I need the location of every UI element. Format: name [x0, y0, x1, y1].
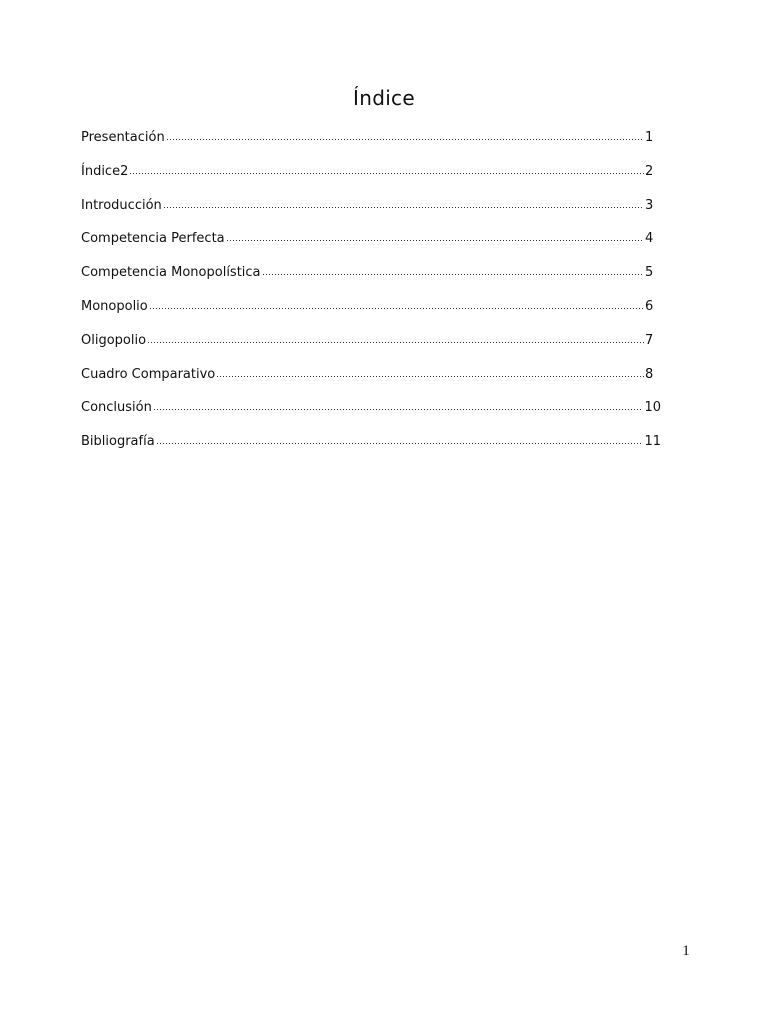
- toc-entry-label: Índice2: [81, 163, 129, 179]
- toc-entry-label: Cuadro Comparativo: [81, 366, 216, 382]
- toc-entry-page: 7: [645, 332, 654, 348]
- page-number: 1: [682, 943, 690, 959]
- toc-entry-page: 1: [645, 130, 654, 145]
- dot-leader: [226, 228, 644, 242]
- toc-entry-label: Oligopolio: [81, 332, 147, 348]
- toc-entry-page: 6: [645, 298, 654, 314]
- toc-entry-competencia-monopolistica: [81, 262, 661, 296]
- toc-entry-label: Introducción: [81, 197, 162, 213]
- toc-entry-label: Competencia Monopolística: [81, 265, 261, 281]
- toc-entry-page: 11: [644, 434, 661, 450]
- dot-leader: [153, 397, 644, 411]
- toc-entry-indice2: [81, 161, 661, 195]
- toc-entry-label: Presentación: [81, 130, 165, 145]
- dot-leader: [163, 195, 644, 209]
- toc-entry-oligopolio: [81, 330, 661, 364]
- toc-entry-competencia-perfecta: [81, 228, 661, 262]
- dot-leader: [147, 330, 644, 344]
- toc-entry-page: 2: [645, 163, 654, 179]
- dot-leader: [149, 296, 644, 310]
- dot-leader: [262, 262, 644, 276]
- toc-entry-page: 4: [645, 231, 654, 247]
- toc-entry-monopolio: [81, 296, 661, 330]
- toc-entry-bibliografia: [81, 431, 661, 465]
- toc-entry-conclusion: [81, 397, 661, 431]
- dot-leader: [166, 127, 644, 141]
- toc-entry-page: 3: [645, 197, 654, 213]
- dot-leader: [156, 431, 644, 445]
- toc-entry-page: 8: [645, 366, 654, 382]
- table-of-contents: [81, 127, 661, 465]
- toc-entry-label: Monopolio: [81, 298, 148, 314]
- toc-entry-label: Competencia Perfecta: [81, 231, 225, 247]
- toc-entry-label: Bibliografía: [81, 434, 155, 450]
- dot-leader: [216, 364, 644, 378]
- toc-entry-introduccion: [81, 195, 661, 229]
- toc-entry-presentacion: [81, 127, 661, 161]
- dot-leader: [129, 161, 644, 175]
- toc-entry-label: Conclusión: [81, 400, 152, 416]
- toc-entry-page: 5: [645, 265, 654, 281]
- page-title: Índice: [353, 86, 415, 110]
- toc-entry-page: 10: [644, 400, 661, 416]
- toc-entry-cuadro-comparativo: [81, 364, 661, 398]
